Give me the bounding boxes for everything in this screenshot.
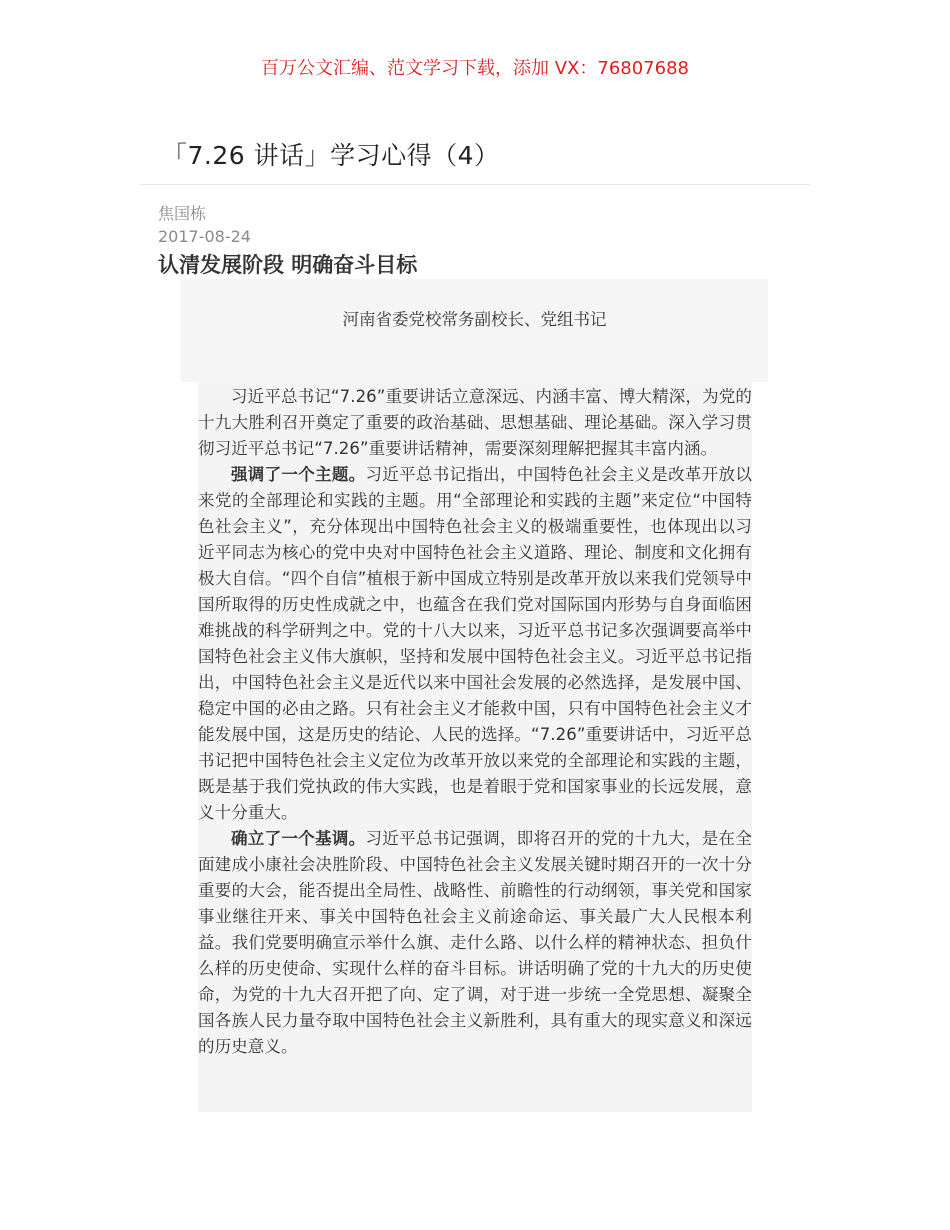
article-text <box>198 384 752 1060</box>
author-affiliation: 河南省委党校常务副校长、党组书记 <box>342 310 607 329</box>
paragraph-3-text: 习近平总书记强调，即将召开的党的十九大，是在全面建成小康社会决胜阶段、中国特色社会主义发展关键时期召开的一次十分重要的大会，能否提出全局性、战略性、前瞻性的行动纲领，事关党和国家事业继往开来、事关中国特色社会主义前途命运、事关最广大人民根本利益。我们党要明确宣示举什么旗、走什么路、以什么样的精神状态、担负什么样的历史使命、实现什么样的奋斗目标。讲话明确了党的十九大的历史使命，为党的十九大召开把了向、定了调，对于进一步统一全党思想、凝聚全国各族人民力量夺取中国特色社会主义新胜利，具有重大的现实意义和深远的历史意义。 <box>198 829 752 1056</box>
paragraph-1 <box>198 384 752 462</box>
paragraph-3 <box>198 826 752 1060</box>
title-divider <box>140 184 810 185</box>
paragraph-2-lead: 强调了一个主题。 <box>231 465 366 484</box>
article-body <box>198 382 752 1112</box>
article-title: 「7.26 讲话」学习心得（4） <box>162 141 500 170</box>
paragraph-2 <box>198 462 752 826</box>
article-author: 焦国栋 <box>158 204 207 223</box>
paragraph-1-text: 习近平总书记“7.26”重要讲话立意深远、内涵丰富、博大精深，为党的十九大胜利召开奠定了重要的政治基础、思想基础、理论基础。深入学习贯彻习近平总书记“7.26”重要讲话精神，需要深刻理解把握其丰富内涵。 <box>198 387 752 458</box>
promo-banner: 百万公文汇编、范文学习下载，添加 VX：76807688 <box>261 58 689 79</box>
paragraph-2-text: 习近平总书记指出，中国特色社会主义是改革开放以来党的全部理论和实践的主题。用“全部理论和实践的主题”来定位“中国特色社会主义”，充分体现出中国特色社会主义的极端重要性，也体现出以习近平同志为核心的党中央对中国特色社会主义道路、理论、制度和文化拥有极大自信。“四个自信”植根于新中国成立特别是改革开放以来我们党领导中国所取得的历史性成就之中，也蕴含在我们党对国际国内形势与自身面临困难挑战的科学研判之中。党的十八大以来，习近平总书记多次强调要高举中国特色社会主义伟大旗帜，坚持和发展中国特色社会主义。习近平总书记指出，中国特色社会主义是近代以来中国社会发展的必然选择，是发展中国、稳定中国的必由之路。只有社会主义才能救中国，只有中国特色社会主义才能发展中国，这是历史的结论、人民的选择。“7.26”重要讲话中，习近平总书记把中国特色社会主义定位为改革开放以来党的全部理论和实践的主题，既是基于我们党执政的伟大实践，也是着眼于党和国家事业的长远发展，意义十分重大。 <box>198 465 752 822</box>
article-subtitle: 认清发展阶段 明确奋斗目标 <box>158 253 418 277</box>
article-date: 2017-08-24 <box>158 227 251 246</box>
paragraph-3-lead: 确立了一个基调。 <box>231 829 366 848</box>
affiliation-box <box>181 279 768 382</box>
